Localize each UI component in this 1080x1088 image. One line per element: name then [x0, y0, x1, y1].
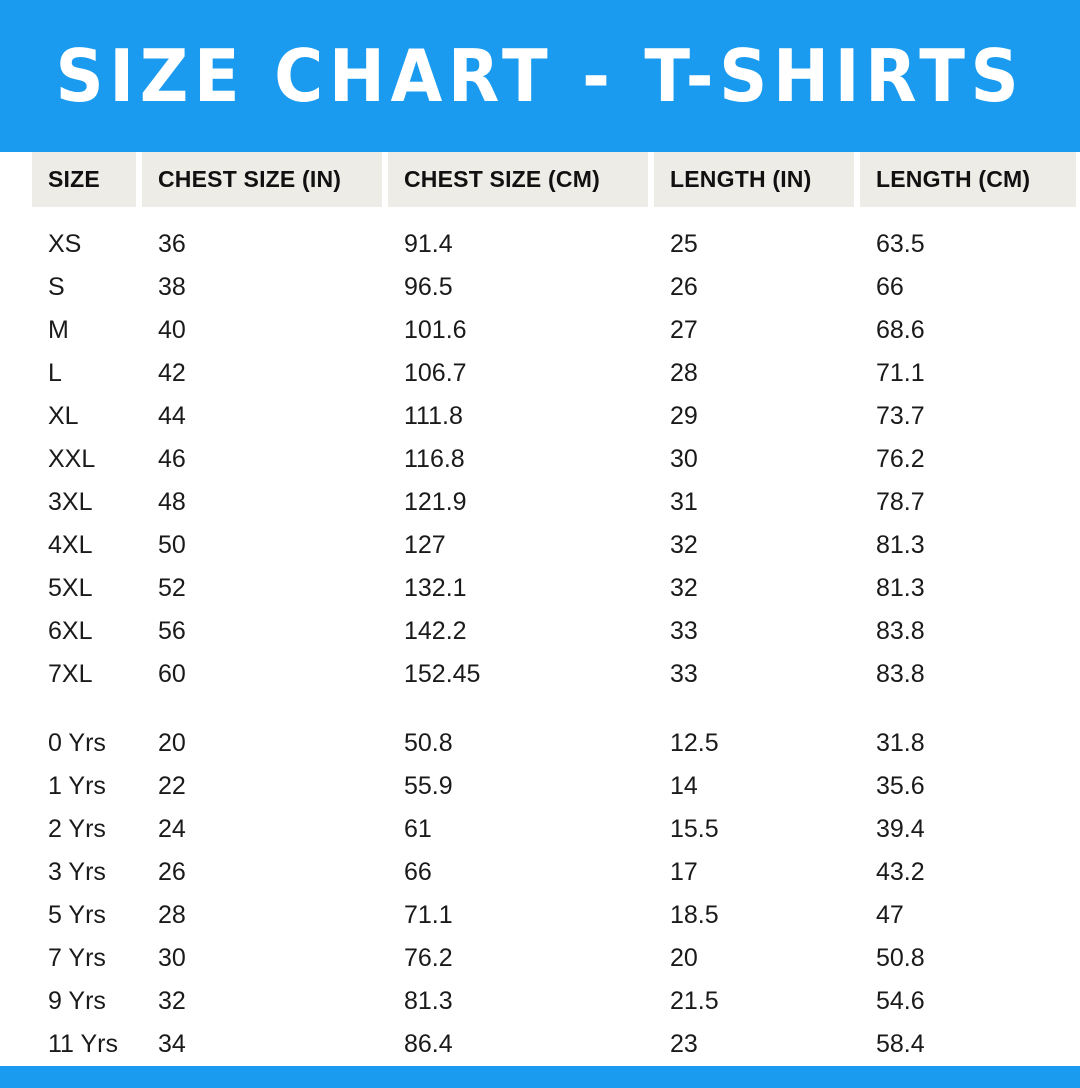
cell-chest-in: 42: [158, 359, 186, 387]
cell-chest-in: 38: [158, 273, 186, 301]
cell-length-in: 32: [670, 574, 698, 602]
cell-length-cm: 83.8: [876, 660, 925, 688]
header-gap-cell: [32, 207, 1076, 223]
column-header-size: SIZE: [32, 152, 136, 207]
table-row: [32, 438, 1076, 481]
cell-size: S: [48, 273, 65, 301]
cell-chest-in: 40: [158, 316, 186, 344]
cell-chest-in: 50: [158, 531, 186, 559]
cell-chest-in: 46: [158, 445, 186, 473]
cell-chest-cm: 132.1: [404, 574, 467, 602]
cell-chest-cm: 50.8: [404, 729, 453, 757]
cell-length-cm: 78.7: [876, 488, 925, 516]
cell-size: XL: [48, 402, 79, 430]
cell-chest-cm: 76.2: [404, 944, 453, 972]
cell-size: 7XL: [48, 660, 93, 688]
cell-length-in: 33: [670, 617, 698, 645]
cell-size: 3 Yrs: [48, 858, 106, 886]
table-row: [32, 808, 1076, 851]
cell-length-cm: 50.8: [876, 944, 925, 972]
cell-length-cm: 58.4: [876, 1030, 925, 1058]
cell-chest-in: 34: [158, 1030, 186, 1058]
cell-length-cm: 63.5: [876, 230, 925, 258]
cell-length-in: 18.5: [670, 901, 719, 929]
table-row: [32, 610, 1076, 653]
section-divider: [32, 696, 1076, 722]
cell-chest-in: 30: [158, 944, 186, 972]
cell-chest-in: 52: [158, 574, 186, 602]
cell-chest-in: 24: [158, 815, 186, 843]
cell-length-cm: 81.3: [876, 574, 925, 602]
cell-length-in: 25: [670, 230, 698, 258]
column-header-length-cm: LENGTH (CM): [860, 152, 1076, 207]
cell-chest-cm: 142.2: [404, 617, 467, 645]
table-row: [32, 567, 1076, 610]
cell-chest-in: 60: [158, 660, 186, 688]
cell-chest-in: 36: [158, 230, 186, 258]
cell-size: XS: [48, 230, 82, 258]
cell-length-in: 32: [670, 531, 698, 559]
column-header-length-in: LENGTH (IN): [654, 152, 854, 207]
cell-length-in: 20: [670, 944, 698, 972]
cell-length-cm: 47: [876, 901, 904, 929]
cell-length-in: 31: [670, 488, 698, 516]
column-header-chest-in: CHEST SIZE (IN): [142, 152, 382, 207]
cell-chest-in: 20: [158, 729, 186, 757]
table-row: [32, 894, 1076, 937]
cell-length-in: 33: [670, 660, 698, 688]
cell-length-in: 29: [670, 402, 698, 430]
cell-length-cm: 81.3: [876, 531, 925, 559]
cell-chest-in: 56: [158, 617, 186, 645]
cell-chest-cm: 91.4: [404, 230, 453, 258]
table-row: [32, 722, 1076, 765]
header-gap: [32, 207, 1076, 223]
cell-chest-in: 44: [158, 402, 186, 430]
cell-length-in: 21.5: [670, 987, 719, 1015]
table-header: [32, 152, 1076, 207]
cell-length-cm: 83.8: [876, 617, 925, 645]
cell-length-in: 12.5: [670, 729, 719, 757]
cell-length-cm: 43.2: [876, 858, 925, 886]
cell-size: 5 Yrs: [48, 901, 106, 929]
cell-chest-cm: 61: [404, 815, 432, 843]
table-row: [32, 765, 1076, 808]
footer-banner: [0, 1066, 1080, 1088]
cell-size: 2 Yrs: [48, 815, 106, 843]
cell-length-cm: 66: [876, 273, 904, 301]
cell-size: 0 Yrs: [48, 729, 106, 757]
cell-length-in: 15.5: [670, 815, 719, 843]
cell-chest-cm: 86.4: [404, 1030, 453, 1058]
cell-chest-cm: 121.9: [404, 488, 467, 516]
cell-size: 5XL: [48, 574, 93, 602]
size-chart-table: [26, 152, 1080, 1066]
cell-length-in: 27: [670, 316, 698, 344]
cell-chest-in: 32: [158, 987, 186, 1015]
cell-chest-cm: 66: [404, 858, 432, 886]
cell-length-cm: 71.1: [876, 359, 925, 387]
cell-length-in: 28: [670, 359, 698, 387]
cell-chest-in: 28: [158, 901, 186, 929]
cell-size: XXL: [48, 445, 96, 473]
cell-chest-cm: 116.8: [404, 445, 465, 473]
table-container: [0, 152, 1080, 1066]
table-row: [32, 851, 1076, 894]
page-title: SIZE CHART - T-SHIRTS: [55, 34, 1025, 118]
header-row: [32, 152, 1076, 207]
section-divider-cell: [32, 696, 1076, 722]
cell-chest-in: 26: [158, 858, 186, 886]
cell-length-cm: 31.8: [876, 729, 925, 757]
cell-length-cm: 35.6: [876, 772, 925, 800]
cell-length-cm: 73.7: [876, 402, 925, 430]
table-row: [32, 481, 1076, 524]
cell-size: M: [48, 316, 69, 344]
cell-chest-cm: 81.3: [404, 987, 453, 1015]
cell-chest-in: 22: [158, 772, 186, 800]
cell-chest-cm: 111.8: [404, 402, 463, 430]
table-row: [32, 980, 1076, 1023]
cell-chest-cm: 101.6: [404, 316, 467, 344]
cell-length-in: 17: [670, 858, 698, 886]
table-row: [32, 653, 1076, 696]
cell-chest-cm: 127: [404, 531, 446, 559]
table-body: [32, 207, 1076, 1066]
table-row: [32, 937, 1076, 980]
cell-chest-cm: 152.45: [404, 660, 481, 688]
cell-size: 1 Yrs: [48, 772, 106, 800]
cell-size: 9 Yrs: [48, 987, 106, 1015]
table-row: [32, 1023, 1076, 1066]
cell-chest-in: 48: [158, 488, 186, 516]
cell-size: 6XL: [48, 617, 93, 645]
table-row: [32, 266, 1076, 309]
cell-chest-cm: 55.9: [404, 772, 453, 800]
cell-chest-cm: 106.7: [404, 359, 467, 387]
table-row: [32, 223, 1076, 266]
cell-size: 3XL: [48, 488, 93, 516]
table-row: [32, 395, 1076, 438]
cell-size: 4XL: [48, 531, 93, 559]
header-banner: [0, 0, 1080, 152]
cell-length-cm: 39.4: [876, 815, 925, 843]
cell-length-in: 14: [670, 772, 698, 800]
cell-length-in: 26: [670, 273, 698, 301]
table-row: [32, 352, 1076, 395]
cell-length-cm: 68.6: [876, 316, 925, 344]
cell-chest-cm: 71.1: [404, 901, 453, 929]
column-header-chest-cm: CHEST SIZE (CM): [388, 152, 648, 207]
cell-size: 11 Yrs: [48, 1030, 118, 1058]
cell-chest-cm: 96.5: [404, 273, 453, 301]
cell-length-cm: 76.2: [876, 445, 925, 473]
table-row: [32, 309, 1076, 352]
cell-length-in: 30: [670, 445, 698, 473]
cell-size: L: [48, 359, 62, 387]
table-row: [32, 524, 1076, 567]
cell-length-cm: 54.6: [876, 987, 925, 1015]
cell-size: 7 Yrs: [48, 944, 106, 972]
cell-length-in: 23: [670, 1030, 698, 1058]
